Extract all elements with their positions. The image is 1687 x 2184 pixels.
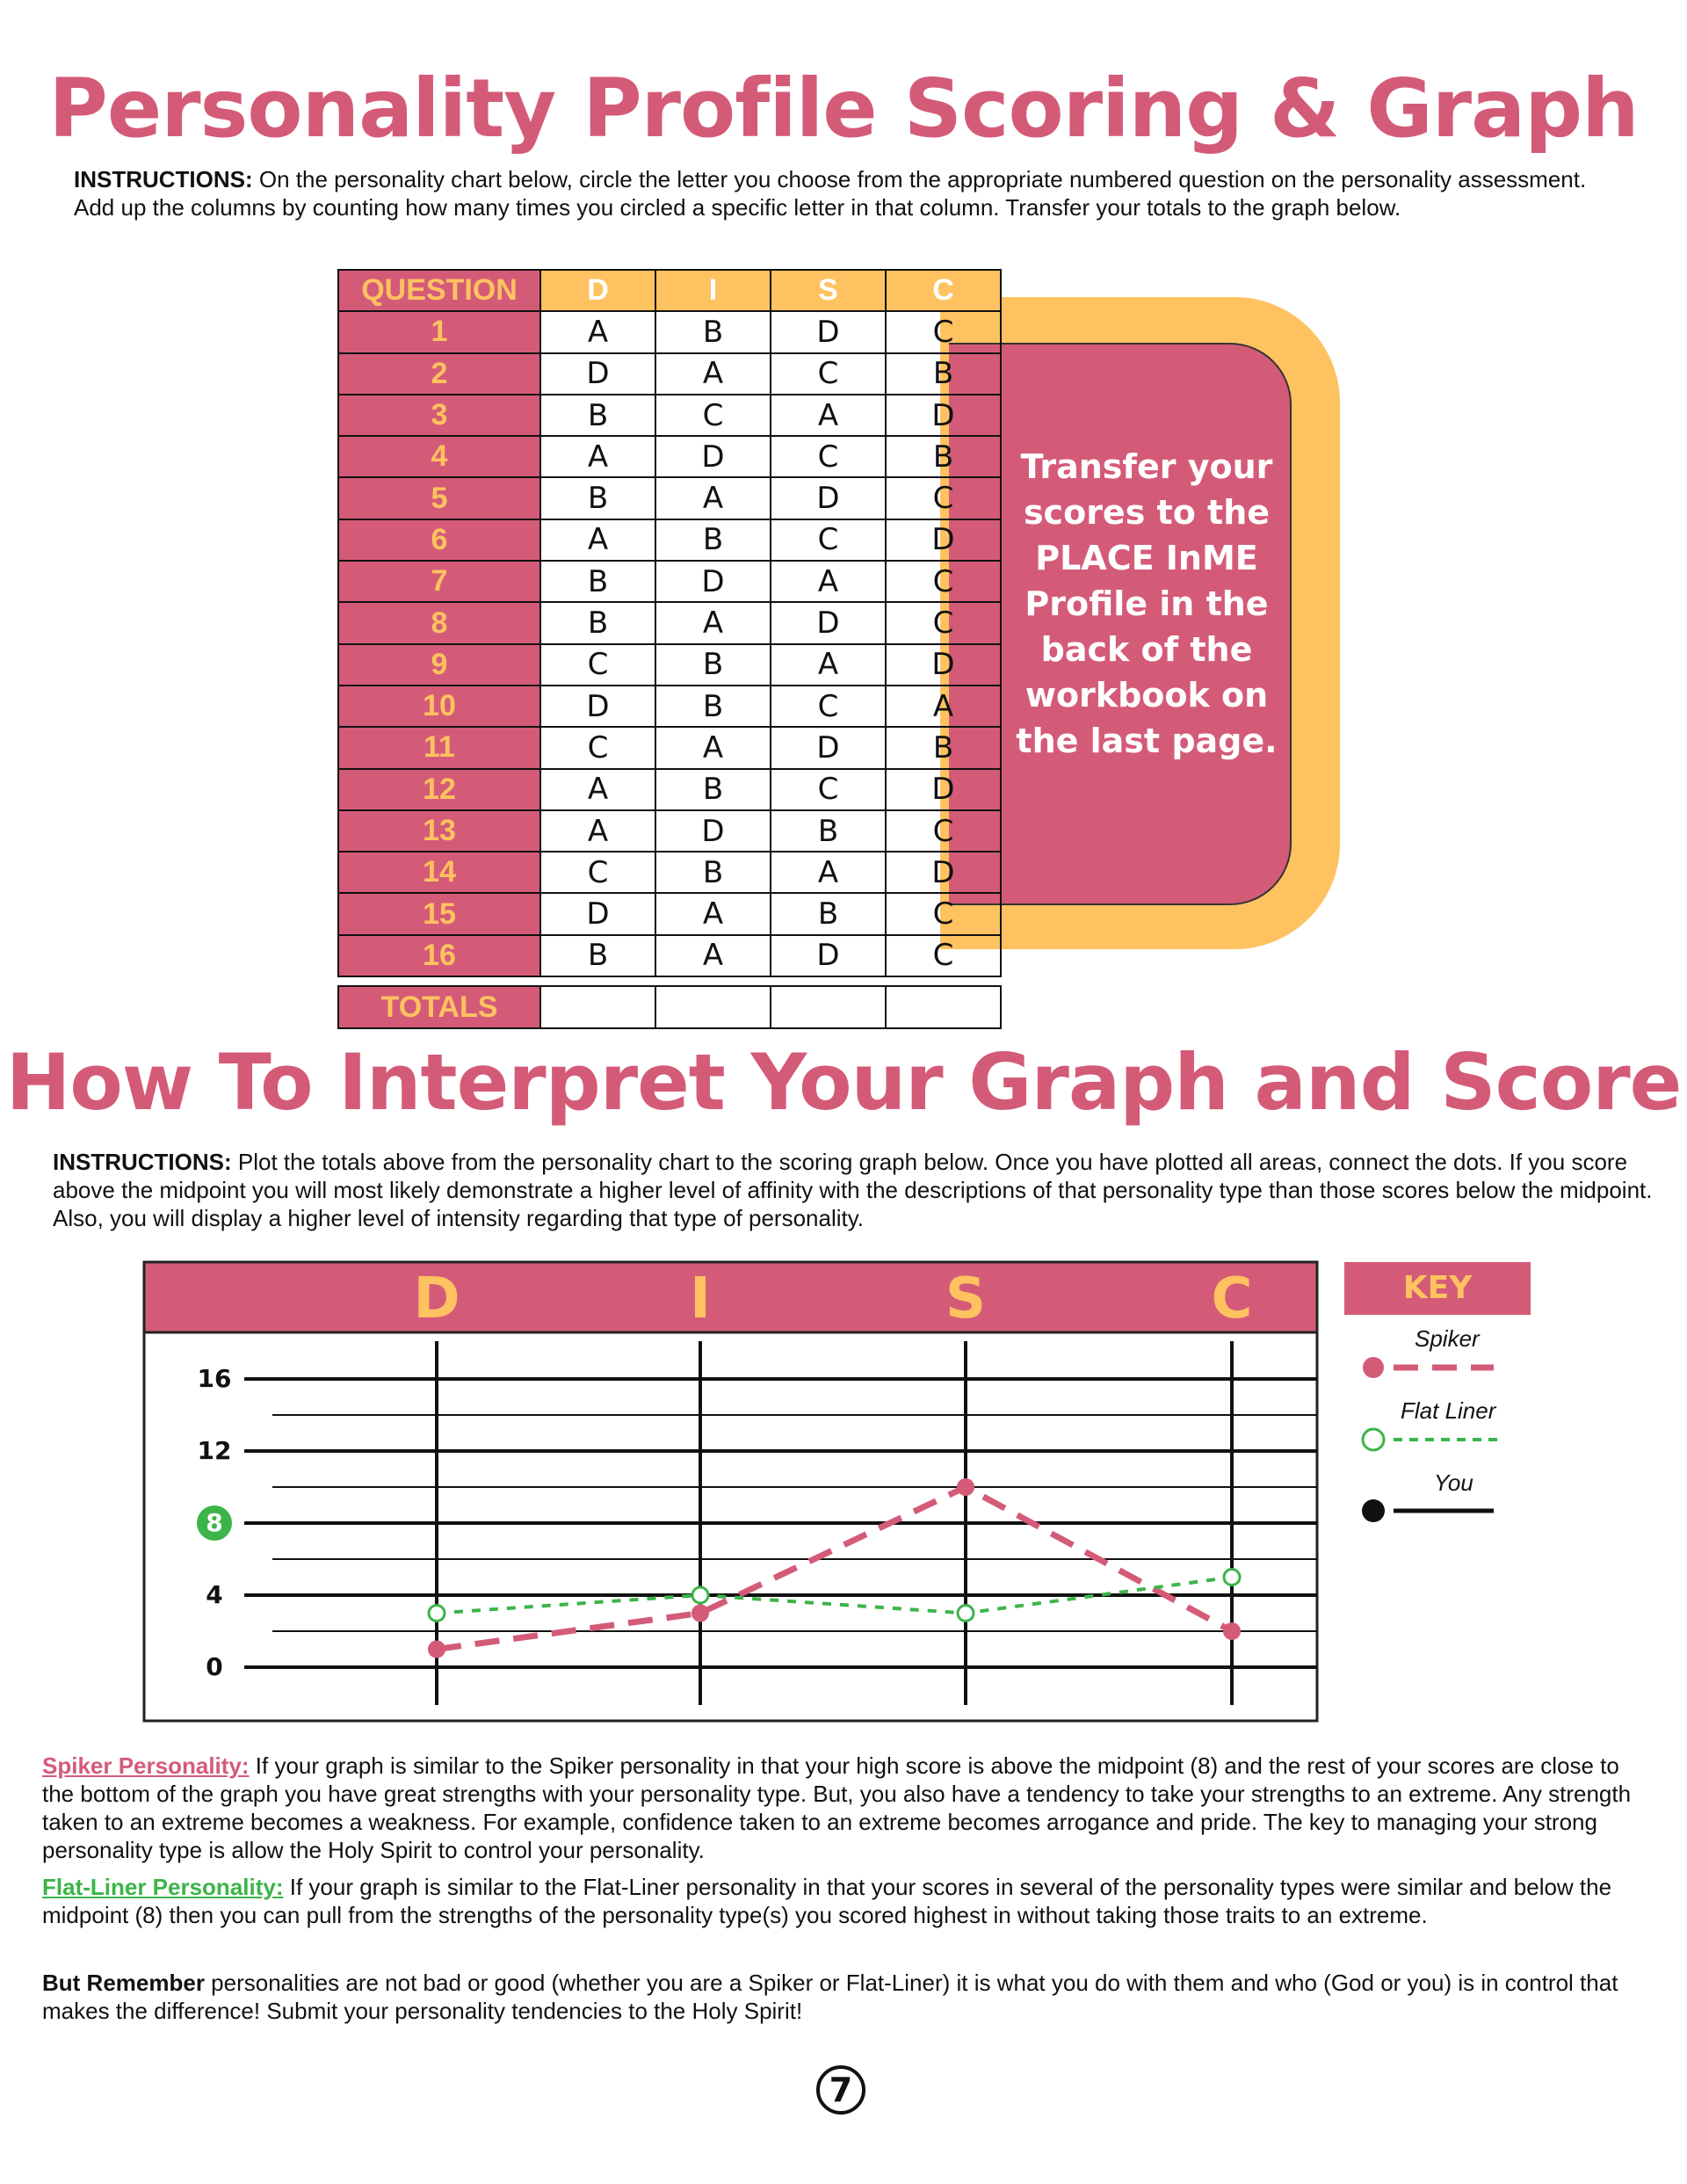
answer-letter[interactable]: B	[540, 395, 655, 436]
question-number: 3	[338, 395, 540, 436]
answer-letter[interactable]: D	[540, 686, 655, 727]
question-number: 6	[338, 519, 540, 561]
answer-letter[interactable]: B	[655, 852, 771, 893]
answer-letter[interactable]: A	[771, 395, 886, 436]
key-spiker-dot	[1363, 1357, 1384, 1378]
answer-letter[interactable]: B	[886, 436, 1001, 477]
page-number: 7	[816, 2065, 865, 2115]
answer-letter[interactable]: C	[886, 893, 1001, 934]
question-number: 1	[338, 311, 540, 352]
graph-column-label: D	[413, 1266, 460, 1331]
answer-letter[interactable]: A	[540, 519, 655, 561]
answer-letter[interactable]: B	[886, 727, 1001, 768]
question-number: 8	[338, 602, 540, 643]
flat-liner-point	[1224, 1570, 1240, 1585]
answer-letter[interactable]: C	[886, 810, 1001, 852]
instructions-label: INSTRUCTIONS:	[53, 1149, 232, 1175]
answer-letter[interactable]: D	[771, 311, 886, 352]
flat-liner-point	[958, 1606, 974, 1622]
flat-liner-text: If your graph is similar to the Flat-Liner personality in that your scores in several of the personality types were similar and below the midpoint (8) then you can pull from the strengths of the personality type(s) you scored highest in without taking those traits to an extreme.	[42, 1874, 1612, 1928]
answer-letter[interactable]: D	[886, 769, 1001, 810]
y-axis-label: 4	[206, 1580, 223, 1609]
spiker-point	[691, 1605, 709, 1622]
answer-letter[interactable]: A	[655, 935, 771, 976]
answer-letter[interactable]: B	[655, 686, 771, 727]
instructions-text: Plot the totals above from the personality chart to the scoring graph below. Once you have plotted all areas, connect the dots. If you score above the midpoint you will most likely demonstrate a higher level of affinity with the descriptions of that personality type than those scores below the midpoint. Also, you will display a higher level of intensity regarding that type of personality.	[53, 1149, 1653, 1231]
answer-letter[interactable]: D	[540, 353, 655, 395]
answer-letter[interactable]: C	[886, 602, 1001, 643]
answer-letter[interactable]: D	[886, 519, 1001, 561]
answer-letter[interactable]: B	[540, 477, 655, 519]
key-label-spiker: Spiker	[1415, 1325, 1480, 1352]
graph-column-label: C	[1211, 1266, 1253, 1331]
answer-letter[interactable]: B	[886, 353, 1001, 395]
graph-header-band	[144, 1262, 1317, 1332]
answer-letter[interactable]: A	[771, 561, 886, 602]
y-axis-label: 16	[197, 1364, 232, 1393]
answer-letter[interactable]: A	[540, 769, 655, 810]
question-number: 10	[338, 686, 540, 727]
answer-letter[interactable]: D	[771, 477, 886, 519]
answer-letter[interactable]: C	[886, 311, 1001, 352]
answer-letter[interactable]: C	[771, 519, 886, 561]
question-number: 13	[338, 810, 540, 852]
answer-letter[interactable]: D	[771, 602, 886, 643]
answer-letter[interactable]: B	[771, 810, 886, 852]
answer-letter[interactable]: A	[540, 436, 655, 477]
answer-letter[interactable]: C	[771, 686, 886, 727]
answer-letter[interactable]: D	[771, 935, 886, 976]
remember-text: personalities are not bad or good (whether you are a Spiker or Flat-Liner) it is what you do with them and who (God or you) is in control that makes the difference! Submit your personality tendencies to the Holy Spirit!	[42, 1970, 1618, 2024]
answer-letter[interactable]: D	[655, 810, 771, 852]
column-header-c: C	[886, 270, 1001, 311]
answer-letter[interactable]: A	[655, 727, 771, 768]
answer-letter[interactable]: A	[655, 353, 771, 395]
question-number: 4	[338, 436, 540, 477]
answer-letter[interactable]: B	[540, 602, 655, 643]
answer-letter[interactable]: D	[655, 561, 771, 602]
flat-liner-heading: Flat-Liner Personality:	[42, 1874, 284, 1900]
answer-letter[interactable]: A	[771, 644, 886, 686]
question-number: 5	[338, 477, 540, 519]
y-axis-label: 12	[197, 1436, 232, 1465]
answer-letter[interactable]: B	[540, 561, 655, 602]
answer-letter[interactable]: C	[540, 644, 655, 686]
answer-letter[interactable]: D	[771, 727, 886, 768]
answer-letter[interactable]: A	[886, 686, 1001, 727]
answer-letter[interactable]: C	[771, 353, 886, 395]
answer-letter[interactable]: C	[771, 769, 886, 810]
column-header-i: I	[655, 270, 771, 311]
spiker-point	[1223, 1622, 1241, 1640]
answer-letter[interactable]: B	[655, 519, 771, 561]
y-axis-label-midpoint: 8	[206, 1508, 223, 1537]
column-header-d: D	[540, 270, 655, 311]
spiker-heading: Spiker Personality:	[42, 1752, 250, 1779]
answer-letter[interactable]: C	[886, 477, 1001, 519]
spiker-point	[957, 1478, 974, 1496]
flat-liner-paragraph	[42, 1873, 1650, 1929]
answer-letter[interactable]: A	[655, 477, 771, 519]
answer-letter[interactable]: A	[540, 810, 655, 852]
answer-letter[interactable]: D	[540, 893, 655, 934]
question-number: 16	[338, 935, 540, 976]
answer-letter[interactable]: A	[655, 893, 771, 934]
question-number: 15	[338, 893, 540, 934]
remember-heading: But Remember	[42, 1970, 205, 1996]
question-number: 12	[338, 769, 540, 810]
answer-letter[interactable]: D	[886, 644, 1001, 686]
answer-letter[interactable]: C	[655, 395, 771, 436]
page-title: Personality Profile Scoring & Graph	[48, 62, 1639, 156]
answer-letter[interactable]: B	[540, 935, 655, 976]
totals-label: TOTALS	[338, 986, 540, 1028]
key-label-you: You	[1434, 1469, 1473, 1496]
column-header-question: QUESTION	[338, 270, 540, 311]
y-axis-label: 0	[206, 1652, 223, 1681]
graph-column-label: I	[690, 1266, 711, 1331]
question-number: 2	[338, 353, 540, 395]
remember-paragraph	[42, 1969, 1650, 2025]
question-number: 14	[338, 852, 540, 893]
column-header-s: S	[771, 270, 886, 311]
spiker-text: If your graph is similar to the Spiker personality in that your high score is above the midpoint (8) and the rest of your scores are close to the bottom of the graph you have great strengths with your personality type. But, you also have a tendency to take your strengths to an extreme. Any strength taken to an extreme becomes a weakness. For example, confidence taken to an extreme becomes arrogance and pride. The key to managing your strong personality type is allow the Holy Spirit to control your personality.	[42, 1752, 1632, 1863]
instructions-text: On the personality chart below, circle the letter you choose from the appropriate numbered question on the personality assessment. Add up the columns by counting how many times you circled a specific letter in that column. Transfer your totals to the graph below.	[74, 166, 1587, 221]
answer-letter[interactable]: B	[771, 893, 886, 934]
answer-letter[interactable]: C	[886, 935, 1001, 976]
answer-letter[interactable]: A	[540, 311, 655, 352]
answer-letter[interactable]: C	[886, 561, 1001, 602]
key-graphics	[1362, 1357, 1499, 1522]
section-title: How To Interpret Your Graph and Score	[5, 1037, 1682, 1128]
spiker-point	[428, 1641, 445, 1658]
answer-letter[interactable]: B	[655, 769, 771, 810]
question-number: 7	[338, 561, 540, 602]
answer-letter[interactable]: D	[655, 436, 771, 477]
answer-letter[interactable]: B	[655, 311, 771, 352]
callout-text: Transfer your scores to the PLACE InME Profile in the back of the workbook on the last page.	[1016, 447, 1278, 760]
key-flat-liner-dot	[1363, 1429, 1384, 1450]
graph-column-label: S	[945, 1266, 987, 1331]
answer-letter[interactable]: D	[886, 395, 1001, 436]
key-you-dot	[1362, 1499, 1385, 1522]
question-number: 11	[338, 727, 540, 768]
answer-letter[interactable]: A	[655, 602, 771, 643]
flat-liner-point	[429, 1606, 445, 1622]
flat-liner-point	[692, 1587, 708, 1603]
instructions-label: INSTRUCTIONS:	[74, 166, 253, 192]
spiker-paragraph	[42, 1752, 1650, 1864]
key-label-flat-liner: Flat Liner	[1401, 1397, 1496, 1424]
key-title: KEY	[1344, 1262, 1531, 1315]
answer-letter[interactable]: A	[771, 852, 886, 893]
answer-letter[interactable]: C	[540, 727, 655, 768]
graph-frame	[144, 1332, 1317, 1721]
answer-letter[interactable]: C	[771, 436, 886, 477]
question-number: 9	[338, 644, 540, 686]
answer-letter[interactable]: D	[886, 852, 1001, 893]
answer-letter[interactable]: C	[540, 852, 655, 893]
answer-letter[interactable]: B	[655, 644, 771, 686]
